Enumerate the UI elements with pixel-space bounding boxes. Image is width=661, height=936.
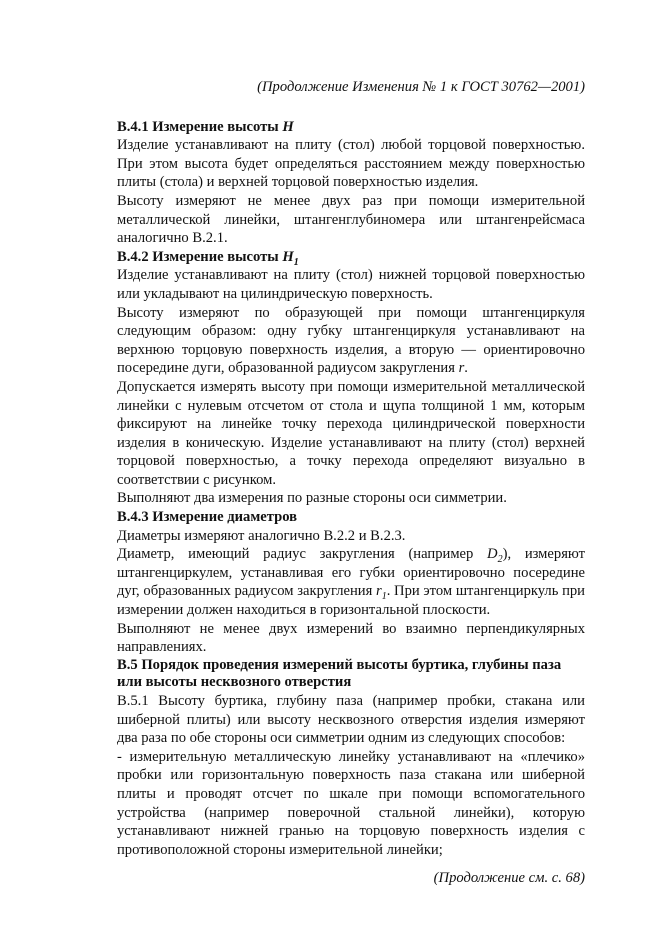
paragraph: Допускается измерять высоту при помощи измерительной металлической линейки с нулевым отсчетом от стола и щупа толщиной 1 мм, которым фиксируют на линейке точку перехода цилиндрической поверхности изделия в коническую. Изделие устанавливают на плиту (стол) верхней торцовой поверхностью, а точку перехода определяют визуально в соответствии с рисунком. xyxy=(117,378,585,488)
document-page xyxy=(117,78,585,888)
section-b43-heading: В.4.3 Измерение диаметров xyxy=(117,509,298,526)
continuation-header: (Продолжение Изменения № 1 к ГОСТ 30762—2001) xyxy=(257,79,585,95)
variable-h1: $Н_1$ xyxy=(282,248,299,268)
paragraph: Изделие устанавливают на плиту (стол) любой торцовой поверхностью. При этом высота будет определяться расстоянием между поверхностью плиты (стола) и верхней торцовой поверхностью изделия. xyxy=(117,137,585,191)
section-b5-heading: В.5 Порядок проведения измерений высоты буртика, глубины паза или высоты несквозного отверстия xyxy=(117,656,562,691)
paragraph: Выполняют два измерения по разные стороны оси симметрии. xyxy=(117,490,507,507)
variable-d2: $D_2$ xyxy=(487,546,503,566)
variable-r1: $r_1$ xyxy=(376,583,387,603)
section-b41-title: В.4.1 Измерение высоты xyxy=(117,118,279,135)
paragraph: Выполняют не менее двух измерений во взаимно перпендикулярных направлениях. xyxy=(117,620,585,656)
variable-h: Н xyxy=(282,118,294,135)
section-b42-title: В.4.2 Измерение высоты xyxy=(117,248,279,265)
paragraph: Изделие устанавливают на плиту (стол) нижней торцовой поверхностью или укладывают на цилиндрическую поверхность. xyxy=(117,267,585,302)
paragraph: Высоту измеряют по образующей при помощи штангенциркуля следующим образом: одну губку штангенциркуля устанавливают на верхнюю торцовую поверхность изделия, а вторую — ориентировочно посередине дуги, образованной радиусом закругления r. xyxy=(117,304,585,377)
paragraph: В.5.1 Высоту буртика, глубину паза (например пробки, стакана или шиберной плиты) или высоту несквозного отверстия изделия измеряют два раза по обе стороны оси симметрии одним из следующих способов: xyxy=(117,693,585,747)
variable-r: r xyxy=(458,360,465,377)
continuation-footer: (Продолжение см. с. 68) xyxy=(433,870,585,887)
paragraph: Диаметры измеряют аналогично В.2.2 и В.2.3. xyxy=(117,527,406,544)
paragraph: Диаметр, имеющий радиус закругления (например $D_2$), измеряют штангенциркулем, устанавливая его губки ориентировочно посередине дуг, образованных радиусом закругления $r_1$. При этом штангенциркуль при измерении должен находиться в горизонтальной плоскости. xyxy=(117,546,585,619)
section-b42-heading xyxy=(117,248,585,267)
paragraph: - измерительную металлическую линейку устанавливают на «плечико» пробки или горизонтальную поверхность паза стакана или шиберной плиты и проводят отсчет по шкале при помощи вспомогательного устройства (например поверочной стальной линейки), которую устанавливают нижней гранью на торцовую поверхность изделия с противоположной стороны измерительной линейки; xyxy=(117,748,585,858)
paragraph: Высоту измеряют не менее двух раз при помощи измерительной металлической линейки, штангенглубиномера или штангенрейсмаса аналогично В.2.1. xyxy=(117,192,585,247)
section-b41-heading xyxy=(117,118,585,137)
